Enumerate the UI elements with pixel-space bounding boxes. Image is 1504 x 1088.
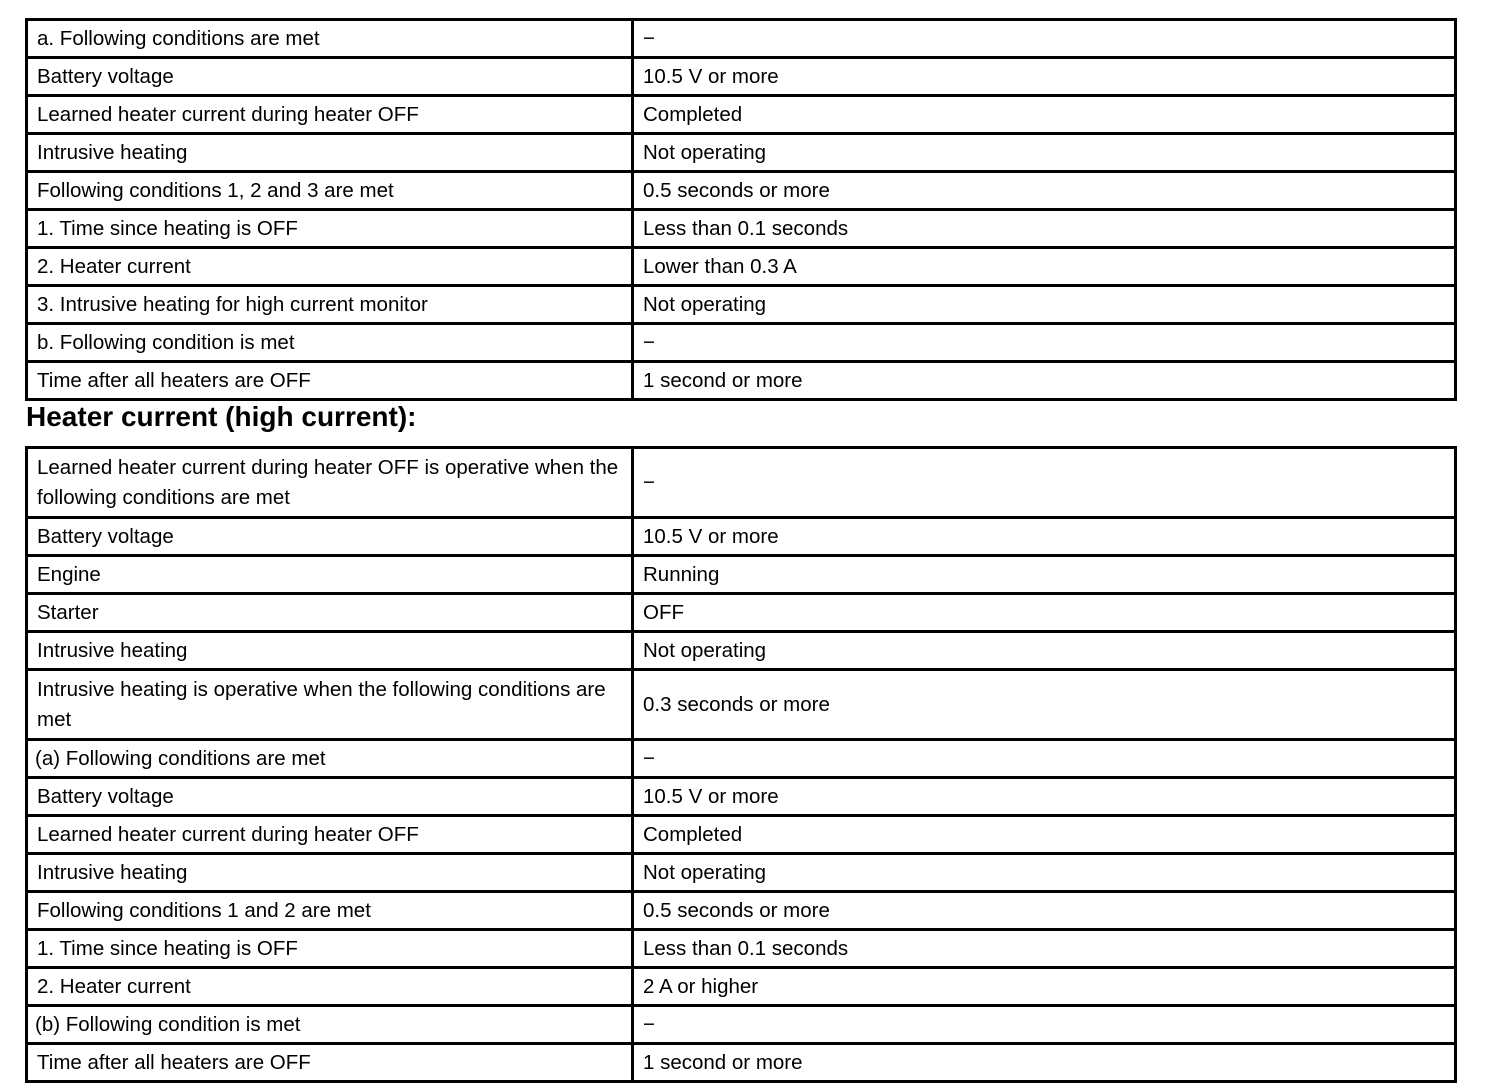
condition-cell: Time after all heaters are OFF — [27, 1044, 633, 1082]
value-cell: Less than 0.1 seconds — [633, 210, 1456, 248]
condition-cell: Learned heater current during heater OFF is operative when the following conditions are met — [27, 448, 633, 518]
conditions-table-2 — [25, 446, 1457, 1083]
value-cell: Running — [633, 556, 1456, 594]
table-row — [27, 58, 1456, 96]
table-row — [27, 968, 1456, 1006]
condition-cell: Engine — [27, 556, 633, 594]
value-cell: − — [633, 324, 1456, 362]
table-row — [27, 892, 1456, 930]
condition-cell: Starter — [27, 594, 633, 632]
condition-cell: 2. Heater current — [27, 968, 633, 1006]
condition-cell: Following conditions 1 and 2 are met — [27, 892, 633, 930]
condition-cell: Battery voltage — [27, 58, 633, 96]
value-cell: Not operating — [633, 134, 1456, 172]
value-cell: 10.5 V or more — [633, 518, 1456, 556]
table-row — [27, 134, 1456, 172]
value-cell: Lower than 0.3 A — [633, 248, 1456, 286]
table-row — [27, 96, 1456, 134]
condition-cell: (a) Following conditions are met — [27, 740, 633, 778]
value-cell: 0.5 seconds or more — [633, 172, 1456, 210]
value-cell: Not operating — [633, 854, 1456, 892]
table-row — [27, 1006, 1456, 1044]
value-cell: OFF — [633, 594, 1456, 632]
condition-cell: Intrusive heating is operative when the following conditions are met — [27, 670, 633, 740]
condition-cell: Intrusive heating — [27, 854, 633, 892]
value-cell: − — [633, 448, 1456, 518]
condition-cell: 1. Time since heating is OFF — [27, 210, 633, 248]
value-cell: 0.5 seconds or more — [633, 892, 1456, 930]
table-row — [27, 816, 1456, 854]
table-row — [27, 594, 1456, 632]
table-row — [27, 172, 1456, 210]
table-row — [27, 670, 1456, 740]
table-row — [27, 324, 1456, 362]
condition-cell: 3. Intrusive heating for high current monitor — [27, 286, 633, 324]
table-row — [27, 210, 1456, 248]
value-cell: 0.3 seconds or more — [633, 670, 1456, 740]
table-row — [27, 556, 1456, 594]
condition-cell: Battery voltage — [27, 778, 633, 816]
condition-cell: Battery voltage — [27, 518, 633, 556]
table-row — [27, 20, 1456, 58]
condition-cell: Time after all heaters are OFF — [27, 362, 633, 400]
table-row — [27, 248, 1456, 286]
value-cell: Less than 0.1 seconds — [633, 930, 1456, 968]
table-row — [27, 448, 1456, 518]
table-row — [27, 632, 1456, 670]
table-row — [27, 518, 1456, 556]
table-row — [27, 286, 1456, 324]
value-cell: − — [633, 1006, 1456, 1044]
condition-cell: Learned heater current during heater OFF — [27, 816, 633, 854]
condition-cell: b. Following condition is met — [27, 324, 633, 362]
value-cell: 1 second or more — [633, 362, 1456, 400]
section-title: Heater current (high current): — [26, 401, 417, 432]
condition-cell: a. Following conditions are met — [27, 20, 633, 58]
value-cell: − — [633, 740, 1456, 778]
table-row — [27, 930, 1456, 968]
value-cell: Not operating — [633, 632, 1456, 670]
value-cell: Completed — [633, 96, 1456, 134]
condition-cell: Intrusive heating — [27, 134, 633, 172]
condition-cell: Following conditions 1, 2 and 3 are met — [27, 172, 633, 210]
table-row — [27, 854, 1456, 892]
table-row — [27, 1044, 1456, 1082]
table-row — [27, 362, 1456, 400]
value-cell: Completed — [633, 816, 1456, 854]
value-cell: Not operating — [633, 286, 1456, 324]
value-cell: 10.5 V or more — [633, 778, 1456, 816]
condition-cell: 2. Heater current — [27, 248, 633, 286]
condition-cell: Intrusive heating — [27, 632, 633, 670]
conditions-table-1 — [25, 18, 1457, 401]
value-cell: 10.5 V or more — [633, 58, 1456, 96]
value-cell: 1 second or more — [633, 1044, 1456, 1082]
condition-cell: (b) Following condition is met — [27, 1006, 633, 1044]
table-row — [27, 740, 1456, 778]
condition-cell: 1. Time since heating is OFF — [27, 930, 633, 968]
table-row — [27, 778, 1456, 816]
value-cell: − — [633, 20, 1456, 58]
condition-cell: Learned heater current during heater OFF — [27, 96, 633, 134]
value-cell: 2 A or higher — [633, 968, 1456, 1006]
